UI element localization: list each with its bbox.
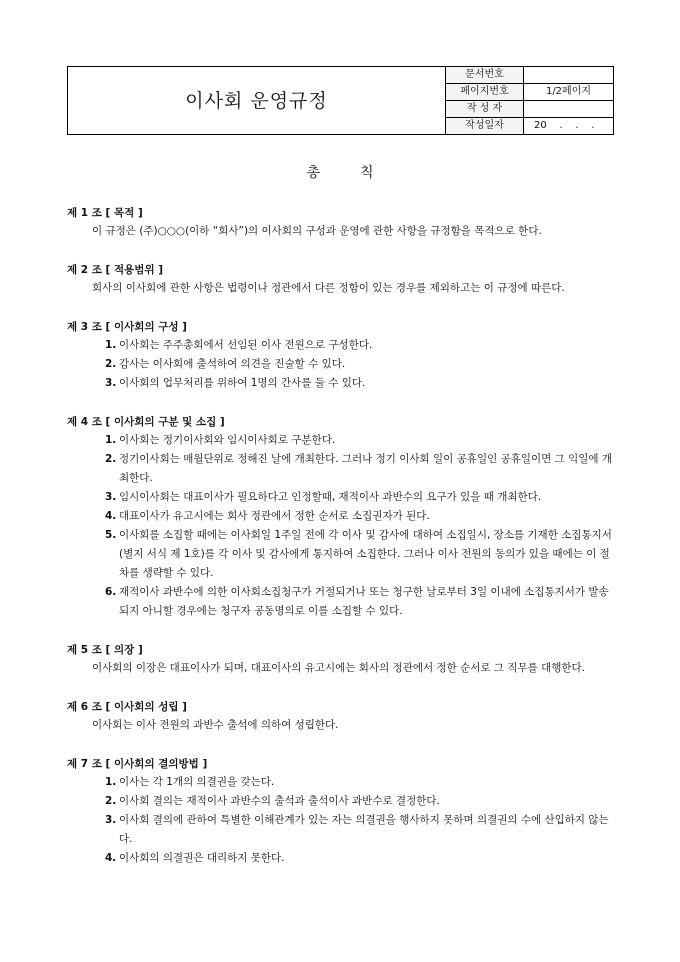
date-value: 20 . . . <box>524 118 614 135</box>
item-number: 2. <box>105 358 117 370</box>
item-text: 이사회의 의결권은 대리하지 못한다. <box>119 852 285 864</box>
article-heading: 제 3 조 [ 이사회의 구성 ] <box>67 321 187 333</box>
item-number: 1. <box>105 339 117 351</box>
article-heading: 제 5 조 [ 의장 ] <box>67 644 143 656</box>
item-text: 이사는 각 1개의 의결권을 갖는다. <box>119 776 275 788</box>
section-title: 총칙 <box>306 165 414 181</box>
item-number: 5. <box>105 529 117 541</box>
article-2 <box>67 261 617 298</box>
item-text: 이사회는 정기이사회와 임시이사회로 구분한다. <box>119 434 336 446</box>
author-label: 작 성 자 <box>446 101 524 118</box>
item-number: 1. <box>105 776 117 788</box>
article-5 <box>67 641 617 678</box>
date-label: 작성일자 <box>446 118 524 135</box>
item-text: 정기이사회는 매월단위로 정해진 날에 개최한다. 그러나 정기 이사회 일이 공휴일인 공휴일이면 그 익일에 개최한다. <box>119 453 613 484</box>
list-item <box>67 526 617 583</box>
list-item <box>67 450 617 488</box>
item-text: 감사는 이사회에 출석하여 의견을 진술할 수 있다. <box>119 358 346 370</box>
article-heading: 제 1 조 [ 목적 ] <box>67 207 143 219</box>
list-item <box>67 336 617 355</box>
item-text: 재적이사 과반수에 의한 이사회소집청구가 거절되거나 또는 청구한 날로부터 3일 이내에 소집통지서가 발송되지 아니할 경우에는 청구자 공동명의로 이를 소집할 수 있다. <box>119 586 609 617</box>
article-body: 이사회의 이장은 대표이사가 되며, 대표이사의 유고시에는 회사의 정관에서 정한 순서로 그 직무를 대행한다. <box>92 662 586 674</box>
article-heading: 제 4 조 [ 이사회의 구분 및 소집 ] <box>67 416 225 428</box>
item-number: 6. <box>105 586 117 598</box>
document-header-table <box>67 66 614 135</box>
article-6 <box>67 698 617 735</box>
articles-container <box>67 204 617 888</box>
item-text: 임시이사회는 대표이사가 필요하다고 인정할때, 재적이사 과반수의 요구가 있을 때 개최한다. <box>119 491 542 503</box>
article-heading: 제 2 조 [ 적용범위 ] <box>67 264 164 276</box>
article-item-list <box>67 431 617 621</box>
article-body: 이사회는 이사 전원의 과반수 출석에 의하여 성립한다. <box>92 719 339 731</box>
item-number: 2. <box>105 795 117 807</box>
list-item <box>67 431 617 450</box>
article-heading: 제 6 조 [ 이사회의 성립 ] <box>67 701 187 713</box>
item-text: 이사회는 주주총회에서 선임된 이사 전원으로 구성한다. <box>119 339 373 351</box>
list-item <box>67 507 617 526</box>
item-text: 이사회의 업무처리를 위하여 1명의 간사를 둘 수 있다. <box>119 377 366 389</box>
page-number-label: 페이지번호 <box>446 84 524 101</box>
item-number: 3. <box>105 377 117 389</box>
article-body: 이 규정은 (주)○○○(이하 “회사”)의 이사회의 구성과 운영에 관한 사항을 규정함을 목적으로 한다. <box>92 225 542 237</box>
item-text: 이사회 결의에 관하여 특별한 이해관계가 있는 자는 의결권을 행사하지 못하며 의결권의 수에 산입하지 않는다. <box>119 814 609 845</box>
article-1 <box>67 204 617 241</box>
list-item <box>67 355 617 374</box>
article-heading: 제 7 조 [ 이사회의 결의방법 ] <box>67 758 208 770</box>
list-item <box>67 811 617 849</box>
item-text: 이사회 결의는 재적이사 과반수의 출석과 출석이사 과반수로 결정한다. <box>119 795 440 807</box>
author-value <box>524 101 614 118</box>
item-number: 4. <box>105 510 117 522</box>
list-item <box>67 374 617 393</box>
item-text: 대표이사가 유고시에는 회사 정관에서 정한 순서로 소집권자가 된다. <box>119 510 430 522</box>
item-number: 3. <box>105 491 117 503</box>
article-item-list <box>67 773 617 868</box>
list-item <box>67 792 617 811</box>
item-number: 4. <box>105 852 117 864</box>
document-title: 이사회 운영규정 <box>68 67 446 135</box>
doc-number-value <box>524 67 614 84</box>
list-item <box>67 488 617 507</box>
article-4 <box>67 413 617 621</box>
item-number: 1. <box>105 434 117 446</box>
article-7 <box>67 755 617 868</box>
item-text: 이사회를 소집할 때에는 이사회일 1주일 전에 각 이사 및 감사에 대하여 소집일시, 장소를 기재한 소집통지서(별지 서식 제 1호)를 각 이사 및 감사에게 통지하여 소집한다. 그러나 이사 전원의 동의가 있을 때에는 이 절차를 생략할 수 있다. <box>119 529 612 579</box>
list-item <box>67 773 617 792</box>
list-item <box>67 849 617 868</box>
article-item-list <box>67 336 617 393</box>
article-3 <box>67 318 617 393</box>
doc-number-label: 문서번호 <box>446 67 524 84</box>
item-number: 2. <box>105 453 117 465</box>
list-item <box>67 583 617 621</box>
article-body: 회사의 이사회에 관한 사항은 법령이나 정관에서 다른 정함이 있는 경우를 제외하고는 이 규정에 따른다. <box>92 282 565 294</box>
item-number: 3. <box>105 814 117 826</box>
page-number-value: 1/2페이지 <box>524 84 614 101</box>
